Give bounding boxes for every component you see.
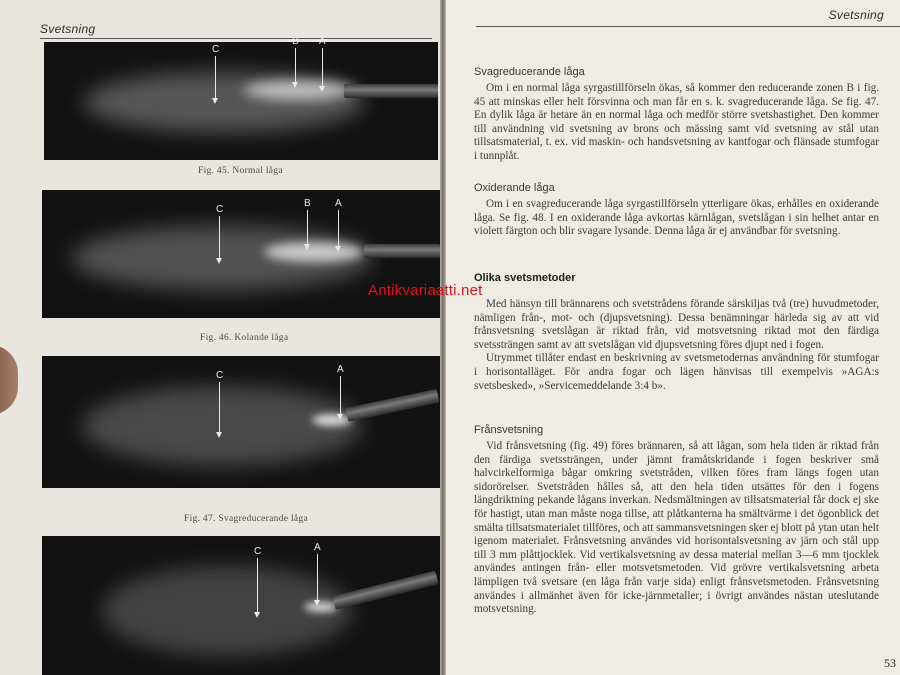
figure-47-caption: Fig. 47. Svagreducerande låga [184,514,308,524]
left-page [0,0,440,675]
label-a: A [335,198,342,209]
figure-47-photo [42,356,440,488]
label-b: B [292,36,299,47]
paragraph: Om i en normal låga syrgastillförseln ökas, så kommer den reducerande zonen B i fig. 45 att minskas eller helt försvinna och man får en s. k. svagreducerande låga. Se fig. 47. En dylik låga är hetare än en normal låga och medför större svetshastighet. Den kommer till användning vid svetsning av brons och mässing samt vid svetsning av stål utan tillsatsmaterial, t. ex. vid maskin- och handsvetsning av kantfogar och flänsade stumfogar i tunnplåt. [474,82,879,162]
header-rule [40,38,432,39]
heading-svagreducerande: Svagreducerande låga [474,66,585,78]
arrow [257,558,258,614]
page-number: 53 [884,656,896,670]
torch [332,571,438,610]
header-rule [476,26,900,27]
arrow [295,48,296,84]
arrow [322,48,323,88]
section-svagreducerande [474,82,879,164]
figure-45-photo [44,36,438,160]
heading-olika-svetsmetoder: Olika svetsmetoder [474,272,576,284]
figure-48-photo [42,536,440,675]
heading-fransvetsning: Frånsvetsning [474,424,544,436]
figure-45-caption: Fig. 45. Normal låga [198,166,283,176]
torch [344,84,438,98]
section-olika-svetsmetoder [474,298,879,393]
paragraph: Med hänsyn till brännarens och svetstrådens förande särskiljas två (tre) huvudmetoder, nämligen från-, mot- och (djupsvetsning). Dessa benämningar härleda sig av att vid frånsvetsning svetslågan är riktad från, vid motsvetsning riktad mot den färdiga svetssträngen samt av att svetslågan vid djupsvetsning föres djupt ned i fogen. [474,298,879,351]
label-c: C [216,204,224,215]
section-fransvetsning [474,440,879,617]
label-a: A [319,36,326,47]
paragraph: Vid frånsvetsning (fig. 49) föres brännaren, så att lågan, som hela tiden är riktad från den färdiga svetssträngen, under jämnt framåtskridande i fogen beskriver små halvcirkelformiga bågar omkring svetstråden, vilken föres fram längs fogen utan sidorörelser. Svetstråden hålles så, att den hela tiden utsättes för den i fogens längdriktning pekande lågans inverkan. Nedsmältningen av tillsatsmaterial får dock ej ske för hastigt, utan man måste noga tillse, att plåtkanterna ha smältvärme i det ögonblick det smälta tillsatsmaterialet tillföres, och att sammansvetsningen sker ej blott på ytan utan helt igenom materialet. Frånsvetsning användes vid horisontalsvetsning av järn och stål upp till 3 mm plåttjocklek. Vid vertikalsvetsning av dessa material mellan 3—6 mm tjocklek användes antingen från- eller motsvetsmetoden. Vid grövre vertikalsvetsning arbeta lämpligen två svetsare (en låga från varje sida) enligt frånsvetsmetoden. Frånsvetsning användes i allmänhet även för icke-järnmetaller; i övrigt användes nästan uteslutande motsvetsning. [474,440,879,616]
arrow [215,56,216,100]
watermark: Antikvariaatti.net [368,282,483,299]
arrow [338,210,339,248]
arrow [219,216,220,260]
heading-oxiderande: Oxiderande låga [474,182,555,194]
figure-46-caption: Fig. 46. Kolande låga [200,333,289,343]
label-c: C [254,546,262,557]
paragraph: Utrymmet tillåter endast en beskrivning av svetsmetodernas användning för stumfogar i horisontalläget. För andra fogar och lägen hänvisas till exempelvis »AGA:s svetsbesked», »Servicemeddelande 3:4 b». [474,352,879,392]
paragraph: Om i en svagreducerande låga syrgastillförseln ytterligare ökas, erhålles en oxiderande låga. Se fig. 48. I en oxiderande låga avkortas kärnlågan, svetslågan i sin helhet antar en violett färgton och blir svagare lysande. Denna låga är ej användbar för svetsning. [474,198,879,238]
label-b: B [304,198,311,209]
arrow [219,382,220,434]
torch [364,244,440,258]
label-a: A [314,542,321,553]
arrow [317,554,318,602]
left-running-header: Svetsning [40,22,96,36]
label-a: A [337,364,344,375]
torch [346,389,440,422]
right-running-header: Svetsning [828,8,884,22]
arrow [340,376,341,416]
section-oxiderande [474,198,879,239]
label-c: C [212,44,220,55]
finger [0,345,18,415]
label-c: C [216,370,224,381]
arrow [307,210,308,246]
right-page [446,0,900,675]
